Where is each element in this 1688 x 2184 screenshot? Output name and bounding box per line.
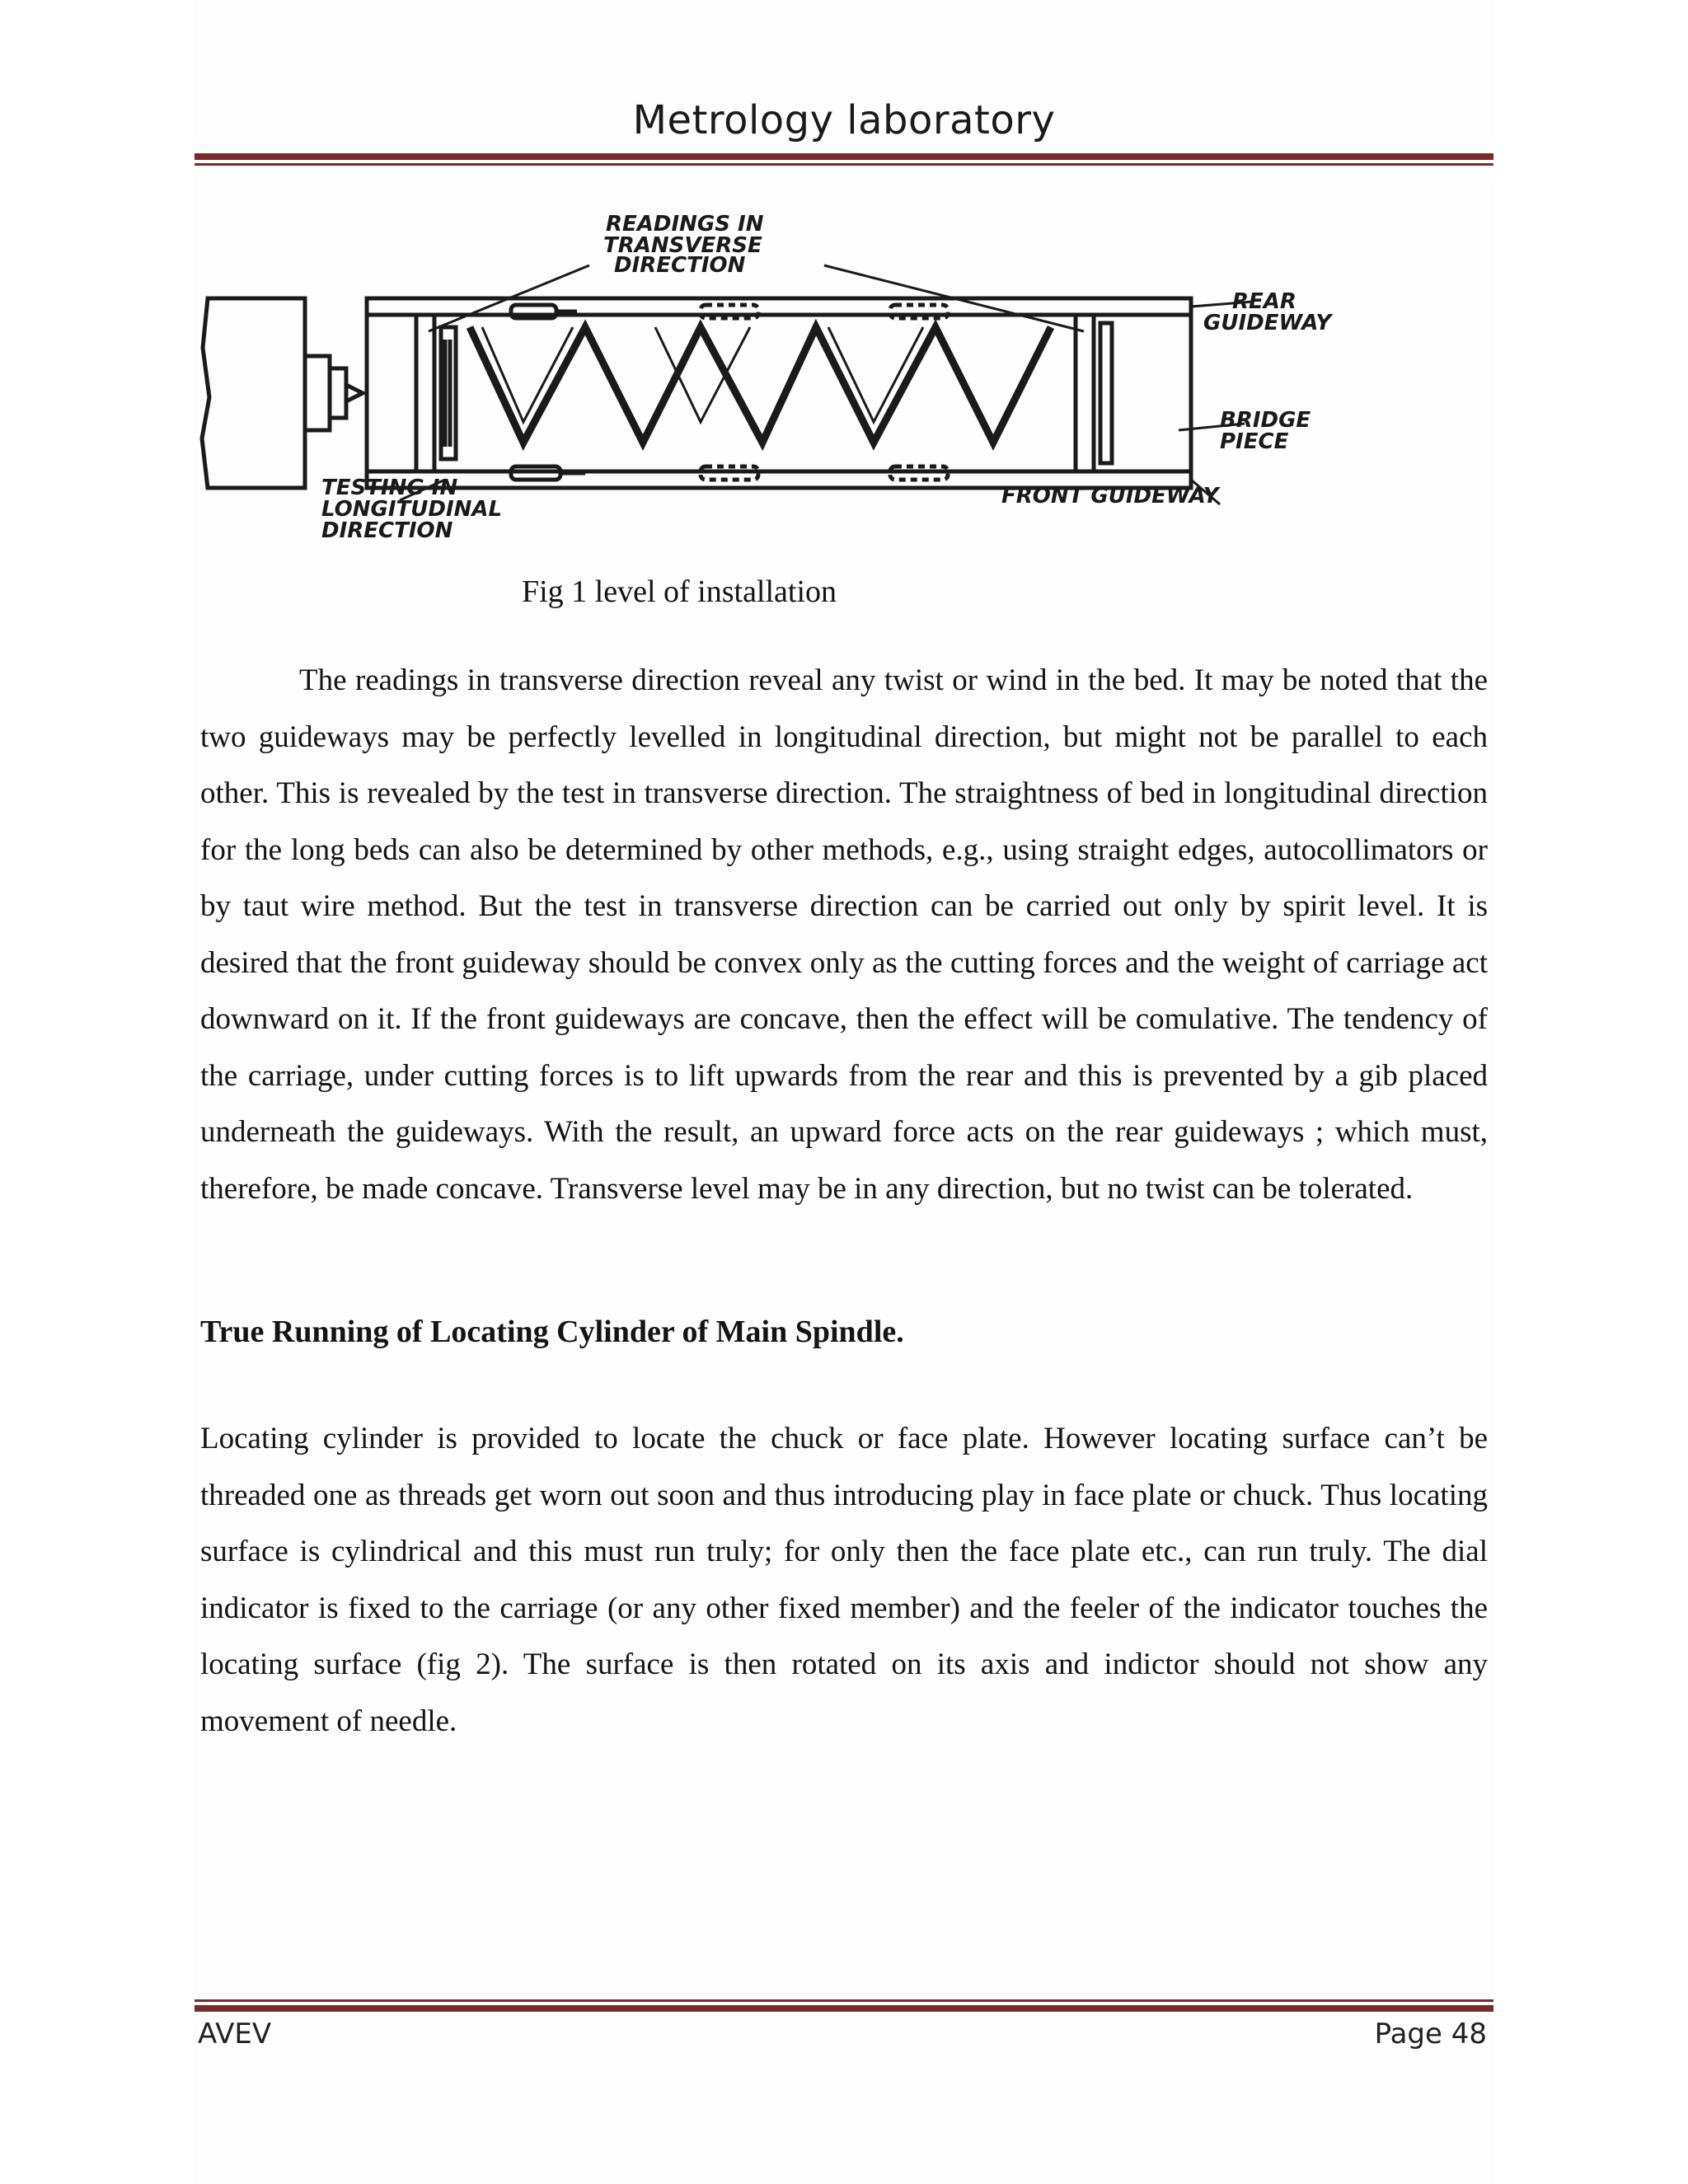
right-bridge: [1076, 315, 1094, 471]
page-header-title: Metrology laboratory: [632, 97, 1056, 143]
label-rear-2: GUIDEWAY: [1203, 311, 1332, 335]
label-bridge-1: BRIDGE: [1220, 408, 1311, 433]
left-bridge: [416, 315, 434, 471]
section-heading: True Running of Locating Cylinder of Main Spindle.: [200, 1315, 904, 1349]
label-testing-3: DIRECTION: [321, 518, 453, 543]
body-paragraph-1: The readings in transverse direction reveal any twist or wind in the bed. It may be noted that the two guideways may be perfectly levelled in longitudinal direction, but might not be parallel to each other. This is revealed by the test in transverse direction. The straightness of bed in longitudinal direction for the long beds can also be determined by other methods, e.g., using straight edges, autocollimators or by taut wire method. But the test in transverse direction can be carried out only by spirit level. It is desired that the front guideway should be convex only as the cutting forces and the weight of carriage act downward on it. If the front guideways are concave, then the effect will be comulative. The tendency of the carriage, under cutting forces is to lift upwards from the rear and this is prevented by a gib placed underneath the guideways. With the result, an upward force acts on the rear guideways ; which must, therefore, be made concave. Transverse level may be in any direction, but no twist can be tolerated.: [200, 663, 1488, 1206]
level-rear-1: [511, 305, 556, 318]
label-bridge-2: PIECE: [1220, 429, 1289, 454]
figure-caption: [195, 574, 1493, 610]
headstock: [202, 298, 305, 488]
page-number: Page 48: [1374, 2018, 1487, 2050]
label-readings-1: READINGS IN: [606, 212, 764, 237]
body-paragraph-2: Locating cylinder is provided to locate the chuck or face plate. However locating surface can’t be threaded one as threads get worn out soon and thus introducing play in face plate or chuck. Thus locating surface is cylindrical and this must run truly; for only then the face plate etc., can run truly. The dial indicator is fixed to the carriage (or any other fixed member) and the feeler of the indicator touches the locating surface (fig 2). The surface is then rotated on its axis and indictor should not show any movement of needle.: [200, 1422, 1488, 1738]
label-readings-3: DIRECTION: [614, 253, 746, 278]
label-testing-2: LONGITUDINAL: [321, 497, 503, 522]
label-testing-1: TESTING IN: [321, 476, 458, 500]
label-rear-1: REAR: [1232, 289, 1296, 314]
label-front-guideway: FRONT GUIDEWAY: [1001, 484, 1219, 509]
header-rule: [195, 153, 1493, 166]
footer-left-text: AVEV: [198, 2018, 272, 2050]
bed-ribs: [470, 327, 1051, 443]
footer-rule: [195, 1999, 1493, 2012]
figure-caption-text: Fig 1 level of installation: [521, 574, 837, 609]
label-readings-2: TRANSVERSE: [603, 233, 762, 258]
lathe-bed-level-figure: [198, 191, 1352, 546]
